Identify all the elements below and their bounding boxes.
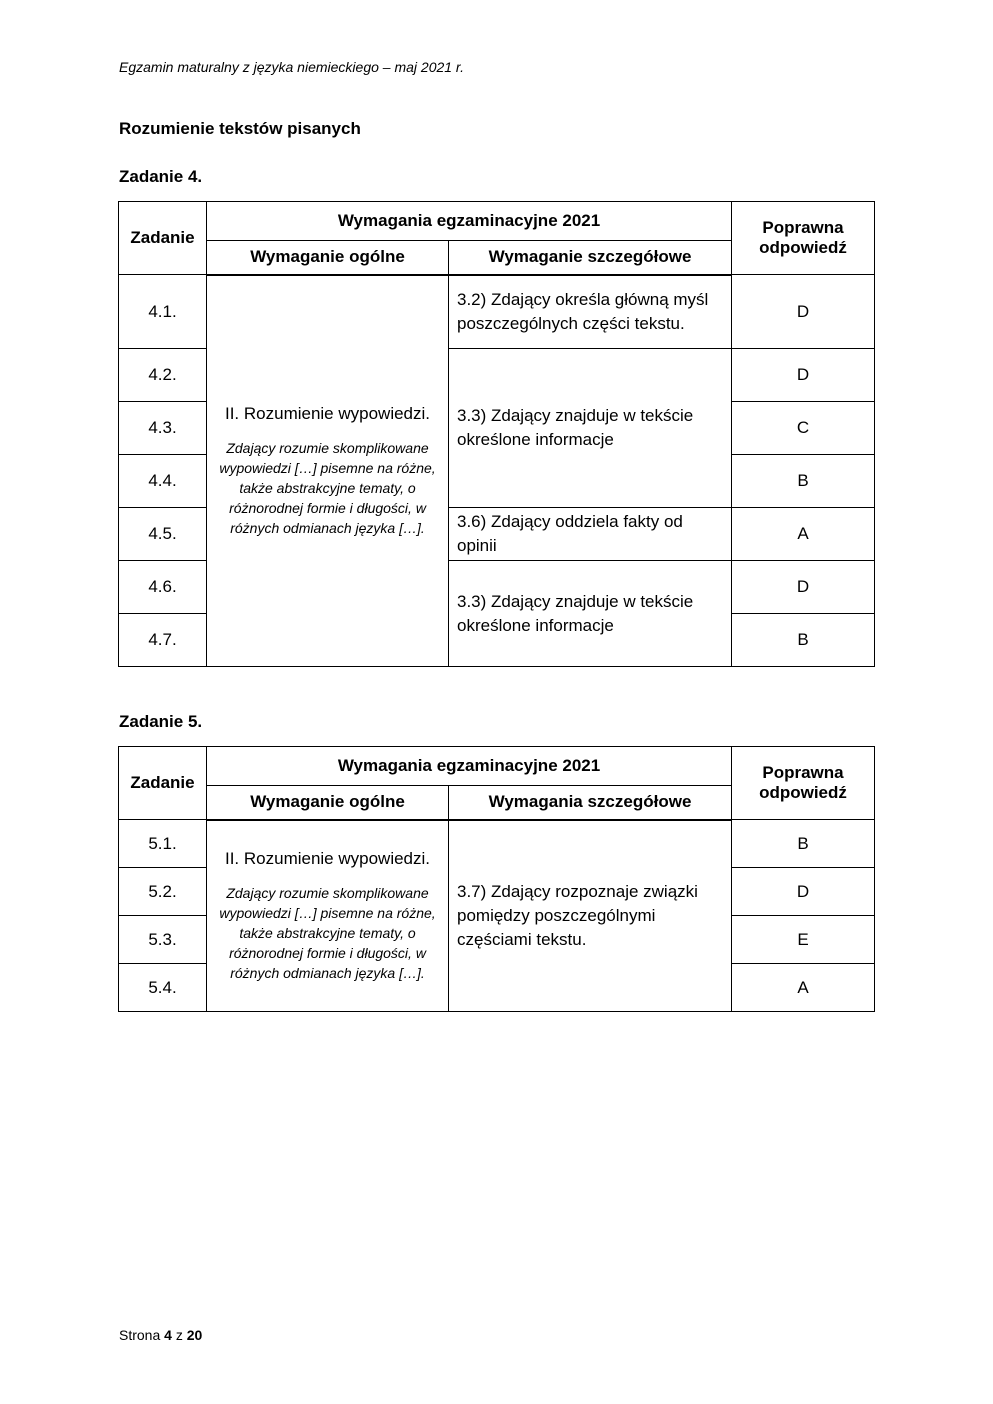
task-number: 4.5.	[119, 508, 207, 561]
task-number: 4.6.	[119, 561, 207, 614]
footer-page-number: 4	[164, 1327, 172, 1343]
answer: D	[732, 561, 875, 614]
col-poprawna: Poprawna odpowiedź	[732, 202, 875, 275]
table-row	[119, 820, 875, 868]
task-number: 5.2.	[119, 868, 207, 916]
task-number: 5.1.	[119, 820, 207, 868]
answer: A	[732, 508, 875, 561]
general-requirement-title: II. Rozumienie wypowiedzi.	[224, 848, 431, 868]
answer: E	[732, 916, 875, 964]
general-requirement	[207, 820, 449, 1012]
col-zadanie: Zadanie	[119, 747, 207, 820]
task-number: 4.7.	[119, 614, 207, 667]
task5-table	[118, 746, 875, 1012]
specific-requirement: 3.7) Zdający rozpoznaje związki pomiędzy poszczególnymi częściami tekstu.	[449, 820, 732, 1012]
col-wymagania: Wymagania egzaminacyjne 2021	[207, 202, 732, 241]
exam-header: Egzamin maturalny z języka niemieckiego – maj 2021 r.	[119, 59, 464, 75]
section-title: Rozumienie tekstów pisanych	[119, 119, 361, 138]
task4-title: Zadanie 4.	[119, 167, 203, 186]
answer: B	[732, 614, 875, 667]
specific-requirement: 3.6) Zdający oddziela fakty od opinii	[449, 508, 732, 561]
answer: D	[732, 868, 875, 916]
col-szczegolowe: Wymagania szczegółowe	[449, 786, 732, 820]
task-number: 4.3.	[119, 402, 207, 455]
task-number: 5.3.	[119, 916, 207, 964]
task-number: 5.4.	[119, 964, 207, 1012]
col-ogolne: Wymaganie ogólne	[207, 241, 449, 275]
col-poprawna: Poprawna odpowiedź	[732, 747, 875, 820]
general-requirement-title: II. Rozumienie wypowiedzi.	[224, 403, 431, 423]
col-szczegolowe: Wymaganie szczegółowe	[449, 241, 732, 275]
table-row	[119, 275, 875, 349]
footer-separator: z	[175, 1327, 183, 1343]
answer: C	[732, 402, 875, 455]
col-zadanie: Zadanie	[119, 202, 207, 275]
task-number: 4.1.	[119, 275, 207, 349]
specific-requirement: 3.2) Zdający określa główną myśl poszczególnych części tekstu.	[449, 275, 732, 349]
specific-requirement: 3.3) Zdający znajduje w tekście określone informacje	[449, 349, 732, 508]
general-requirement	[207, 275, 449, 667]
task-number: 4.2.	[119, 349, 207, 402]
task-number: 4.4.	[119, 455, 207, 508]
footer-prefix: Strona	[119, 1327, 161, 1343]
answer: B	[732, 455, 875, 508]
col-ogolne: Wymaganie ogólne	[207, 786, 449, 820]
task5-title: Zadanie 5.	[119, 712, 203, 731]
task4-table	[118, 201, 875, 667]
col-wymagania: Wymagania egzaminacyjne 2021	[207, 747, 732, 786]
answer: D	[732, 349, 875, 402]
general-requirement-desc: Zdający rozumie skomplikowane wypowiedzi […] pisemne na różne, także abstrakcyjne tematy, o różnorodnej formie i długości, w różnych odmianach języka […].	[219, 884, 436, 981]
general-requirement-desc: Zdający rozumie skomplikowane wypowiedzi […] pisemne na różne, także abstrakcyjne tematy, o różnorodnej formie i długości, w różnych odmianach języka […].	[219, 439, 436, 536]
answer: D	[732, 275, 875, 349]
footer-total-pages: 20	[186, 1327, 203, 1343]
page-footer	[119, 1327, 202, 1343]
specific-requirement: 3.3) Zdający znajduje w tekście określone informacje	[449, 561, 732, 667]
answer: A	[732, 964, 875, 1012]
answer: B	[732, 820, 875, 868]
